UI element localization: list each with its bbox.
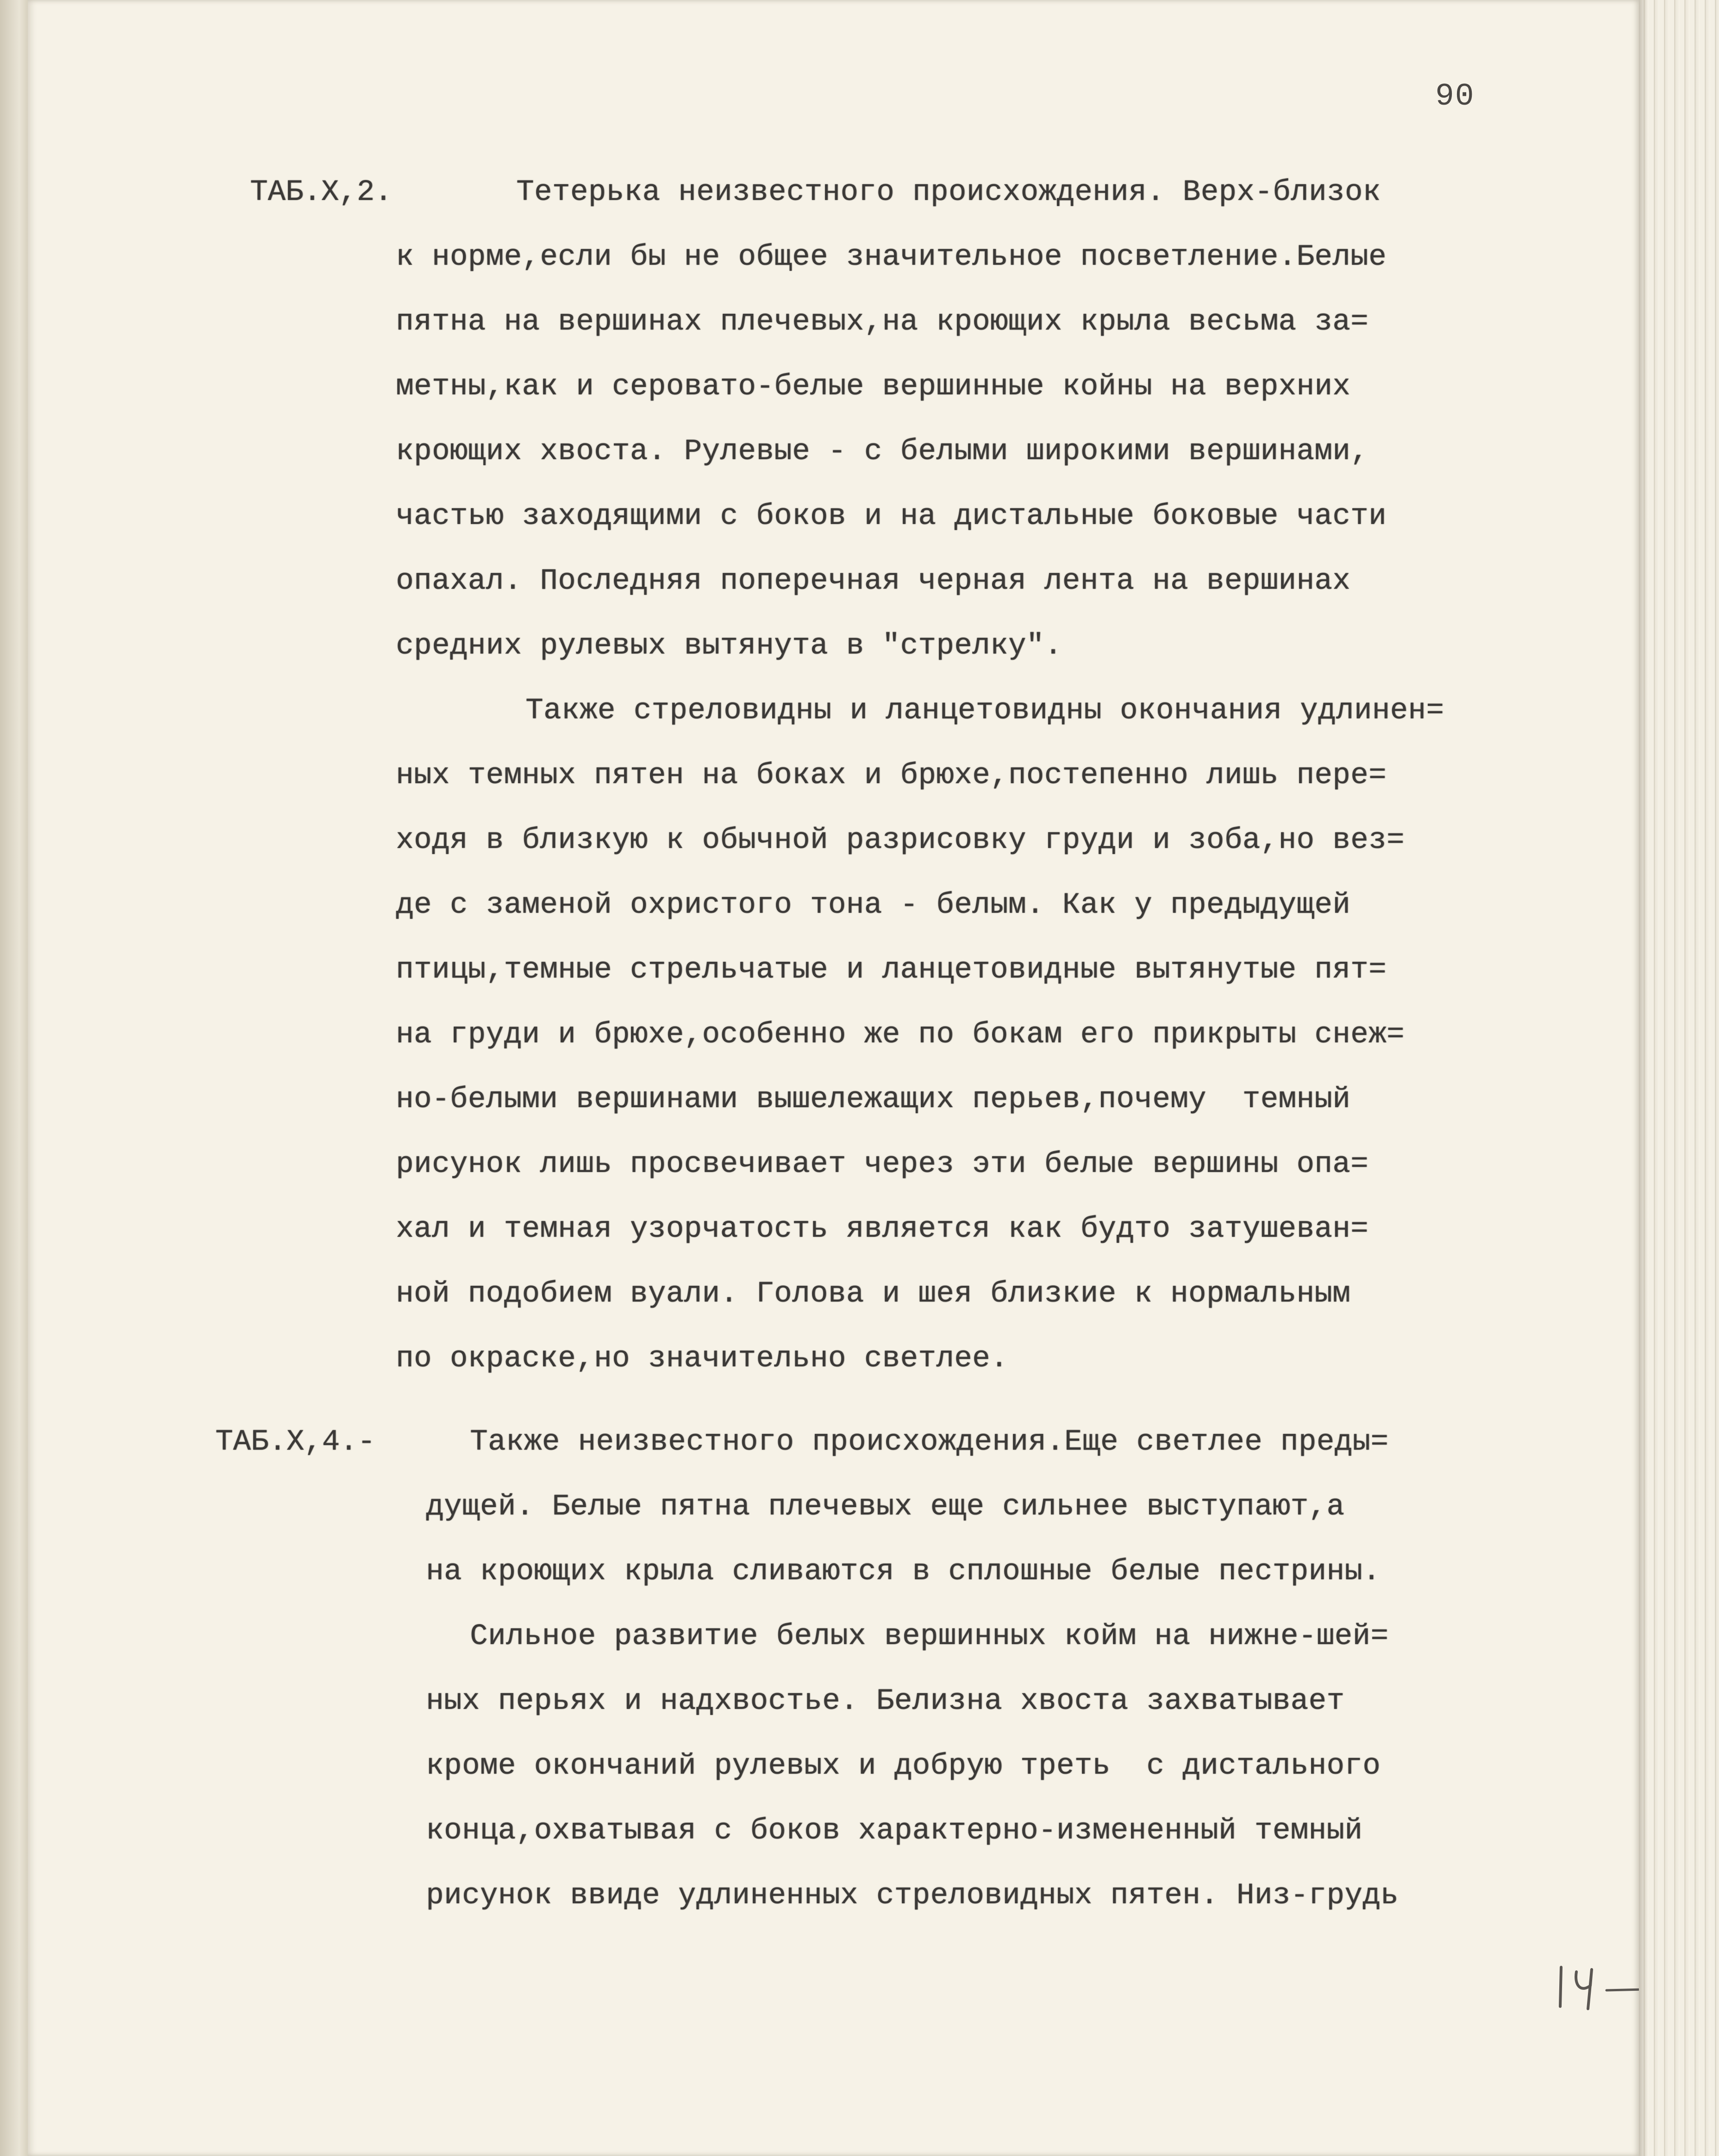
page-number: 90 xyxy=(1435,79,1475,114)
entry-label: ТАБ.Х,4.- xyxy=(215,1426,375,1459)
page-edges xyxy=(1639,0,1719,2156)
text-line: частью заходящими с боков и на дистальные боковые части xyxy=(396,500,1387,533)
page-edge-shadow xyxy=(1639,0,1647,2156)
binding-strip xyxy=(0,0,28,2156)
text-line: птицы,темные стрельчатые и ланцетовидные вытянутые пят= xyxy=(396,953,1387,987)
text-line: Тетерька неизвестного происхождения. Верх-близок xyxy=(516,176,1381,209)
text-line: на кроющих крыла сливаются в сплошные белые пестрины. xyxy=(426,1555,1381,1589)
text-line: пятна на вершинах плечевых,на кроющих крыла весьма за= xyxy=(396,305,1369,339)
text-line: ных темных пятен на боках и брюхе,постепенно лишь пере= xyxy=(396,759,1387,792)
text-line: по окраске,но значительно светлее. xyxy=(396,1342,1008,1376)
text-line: ходя в близкую к обычной разрисовку груди и зоба,но вез= xyxy=(396,824,1405,857)
text-line: кроме окончаний рулевых и добрую треть с дистального xyxy=(426,1750,1381,1783)
text-line: конца,охватывая с боков характерно-измененный темный xyxy=(426,1814,1363,1848)
text-line: ных перьях и надхвостье. Белизна хвоста захватывает xyxy=(426,1685,1345,1718)
text-line: хал и темная узорчатость является как будто затушеван= xyxy=(396,1213,1369,1246)
text-line: кроющих хвоста. Рулевые - с белыми широкими вершинами, xyxy=(396,435,1369,468)
handwritten-mark xyxy=(1556,1958,1648,2013)
text-line: ной подобием вуали. Голова и шея близкие к нормальным xyxy=(396,1277,1351,1311)
text-line: на груди и брюхе,особенно же по бокам его прикрыты снеж= xyxy=(396,1018,1405,1052)
text-line: метны,как и сероватo-белые вершинные койны на верхних xyxy=(396,370,1351,404)
text-line: де с заменой охристого тона - белым. Как у предыдущей xyxy=(396,889,1351,922)
text-line: рисунок ввиде удлиненных стреловидных пятен. Низ-грудь xyxy=(426,1879,1399,1913)
typewritten-page xyxy=(28,0,1639,2156)
text-line: Также стреловидны и ланцетовидны окончания удлинен= xyxy=(525,694,1444,728)
text-line: дущей. Белые пятна плечевых еще сильнее выступают,а xyxy=(426,1490,1345,1524)
text-line: средних рулевых вытянута в "стрелку". xyxy=(396,629,1063,663)
text-line: рисунок лишь просвечивает через эти белые вершины опа= xyxy=(396,1148,1369,1181)
text-line: опахал. Последняя поперечная черная лента на вершинах xyxy=(396,565,1351,598)
text-line: Сильное развитие белых вершинных койм на нижне-шей= xyxy=(470,1620,1389,1653)
entry-label: ТАБ.Х,2. xyxy=(250,176,393,209)
text-line: Также неизвестного происхождения.Еще светлее преды= xyxy=(470,1426,1389,1459)
text-line: но-белыми вершинами вышележащих перьев,почему темный xyxy=(396,1083,1351,1116)
text-line: к норме,если бы не общее значительное посветление.Белые xyxy=(396,241,1387,274)
